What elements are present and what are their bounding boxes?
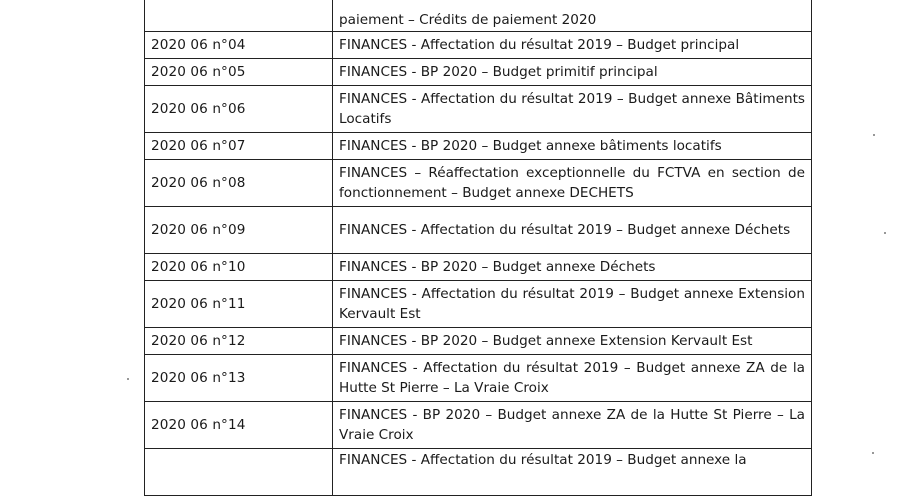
deliberation-object: FINANCES - Affectation du résultat 2019 – Budget principal [333, 32, 812, 59]
deliberation-object: FINANCES – Réaffectation exceptionnelle du FCTVA en section de fonctionnement – Budget annexe DECHETS [333, 160, 812, 207]
deliberation-object: FINANCES - BP 2020 – Budget annexe Extension Kervault Est [333, 328, 812, 355]
table-row [145, 160, 812, 207]
deliberation-object: FINANCES - Affectation du résultat 2019 – Budget annexe ZA de la Hutte St Pierre – La Vraie Croix [333, 355, 812, 402]
deliberation-number: 2020 06 n°07 [145, 133, 333, 160]
deliberation-object: FINANCES - BP 2020 – Budget annexe Déchets [333, 254, 812, 281]
table-row [145, 449, 812, 496]
table-row [145, 32, 812, 59]
deliberation-object: FINANCES - Affectation du résultat 2019 – Budget annexe Extension Kervault Est [333, 281, 812, 328]
deliberation-number [145, 0, 333, 32]
deliberation-number: 2020 06 n°09 [145, 207, 333, 254]
deliberation-object: paiement – Crédits de paiement 2020 [333, 0, 812, 32]
deliberation-number: 2020 06 n°05 [145, 59, 333, 86]
deliberation-object: FINANCES - BP 2020 – Budget annexe bâtiments locatifs [333, 133, 812, 160]
deliberation-number: 2020 06 n°06 [145, 86, 333, 133]
table-row [145, 86, 812, 133]
deliberation-object: FINANCES - Affectation du résultat 2019 – Budget annexe la [333, 449, 812, 496]
table-row [145, 328, 812, 355]
deliberation-number: 2020 06 n°10 [145, 254, 333, 281]
deliberations-table [144, 0, 812, 496]
scan-speck [127, 378, 129, 380]
table-row [145, 133, 812, 160]
deliberation-object: FINANCES - Affectation du résultat 2019 – Budget annexe Bâtiments Locatifs [333, 86, 812, 133]
deliberation-number: 2020 06 n°14 [145, 402, 333, 449]
table-row [145, 281, 812, 328]
deliberation-number: 2020 06 n°08 [145, 160, 333, 207]
table-row [145, 59, 812, 86]
deliberation-number: 2020 06 n°04 [145, 32, 333, 59]
deliberation-object: FINANCES - Affectation du résultat 2019 – Budget annexe Déchets [333, 207, 812, 254]
deliberation-number [145, 449, 333, 496]
scan-speck [872, 452, 874, 454]
deliberation-number: 2020 06 n°11 [145, 281, 333, 328]
table-row [145, 0, 812, 32]
deliberation-object: FINANCES - BP 2020 – Budget annexe ZA de la Hutte St Pierre – La Vraie Croix [333, 402, 812, 449]
deliberation-number: 2020 06 n°12 [145, 328, 333, 355]
table-row [145, 207, 812, 254]
scan-speck [884, 232, 886, 234]
table-row [145, 254, 812, 281]
deliberation-number: 2020 06 n°13 [145, 355, 333, 402]
deliberation-object: FINANCES - BP 2020 – Budget primitif principal [333, 59, 812, 86]
table-row [145, 355, 812, 402]
scan-speck [873, 134, 875, 136]
table-row [145, 402, 812, 449]
